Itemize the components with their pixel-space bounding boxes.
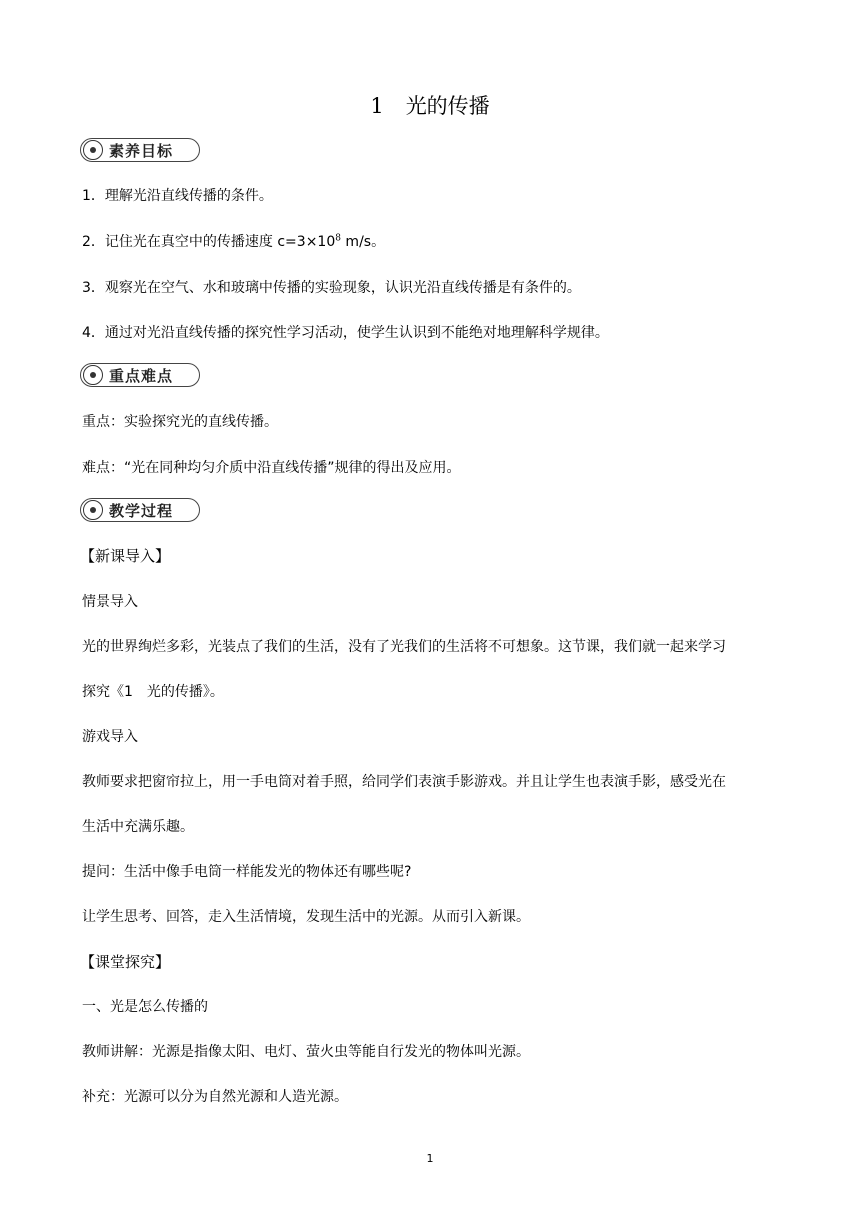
key-points-badge — [80, 363, 200, 387]
page-number: 1 — [426, 1152, 434, 1165]
goal-item-2 — [82, 232, 385, 252]
title-number: 1 — [370, 94, 384, 118]
supplement-text: 补充：光源可以分为自然光源和人造光源。 — [82, 1089, 348, 1105]
goal-2-exponent: 8 — [335, 233, 341, 244]
difficulty: 难点：“光在同种均匀介质中沿直线传播”规律的得出及应用。 — [82, 460, 461, 476]
page-title — [0, 92, 860, 120]
answer-text: 让学生思考、回答，走入生活情境，发现生活中的光源。从而引入新课。 — [82, 909, 530, 925]
goal-item-1: 1．理解光沿直线传播的条件。 — [82, 188, 273, 204]
game-intro-heading: 游戏导入 — [82, 729, 138, 745]
process-badge-label: 教学过程 — [109, 501, 174, 520]
section-classroom: 【课堂探究】 — [80, 953, 171, 971]
scenario-text-line-1: 光的世界绚烂多彩，光装点了我们的生活，没有了光我们的生活将不可想象。这节课，我们就一起来学习 — [82, 639, 726, 655]
badge-icon — [83, 140, 103, 160]
scenario-text-line-2: 探究《1 光的传播》。 — [82, 684, 224, 700]
goals-badge — [80, 138, 200, 162]
goal-item-3: 3．观察光在空气、水和玻璃中传播的实验现象，认识光沿直线传播是有条件的。 — [82, 280, 581, 296]
lecture-text: 教师讲解：光源是指像太阳、电灯、萤火虫等能自行发光的物体叫光源。 — [82, 1044, 530, 1060]
key-points-badge-label: 重点难点 — [109, 366, 174, 385]
scenario-intro-heading: 情景导入 — [82, 594, 138, 610]
goal-2-suffix: m/s。 — [340, 234, 386, 250]
goal-2-prefix: 2．记住光在真空中的传播速度 c=3×10 — [82, 234, 336, 250]
question-text: 提问：生活中像手电筒一样能发光的物体还有哪些呢? — [82, 864, 412, 880]
game-text-line-2: 生活中充满乐趣。 — [82, 819, 194, 835]
badge-icon — [83, 500, 103, 520]
section-new-lesson: 【新课导入】 — [80, 547, 171, 565]
game-text-line-1: 教师要求把窗帘拉上，用一手电筒对着手照，给同学们表演手影游戏。并且让学生也表演手影，感受光在 — [82, 774, 726, 790]
part-one-heading: 一、光是怎么传播的 — [82, 999, 208, 1015]
badge-icon — [83, 365, 103, 385]
key-point: 重点：实验探究光的直线传播。 — [82, 414, 278, 430]
goals-badge-label: 素养目标 — [109, 141, 174, 160]
title-text: 光的传播 — [405, 94, 490, 118]
process-badge — [80, 498, 200, 522]
goal-item-4: 4．通过对光沿直线传播的探究性学习活动，使学生认识到不能绝对地理解科学规律。 — [82, 325, 609, 341]
